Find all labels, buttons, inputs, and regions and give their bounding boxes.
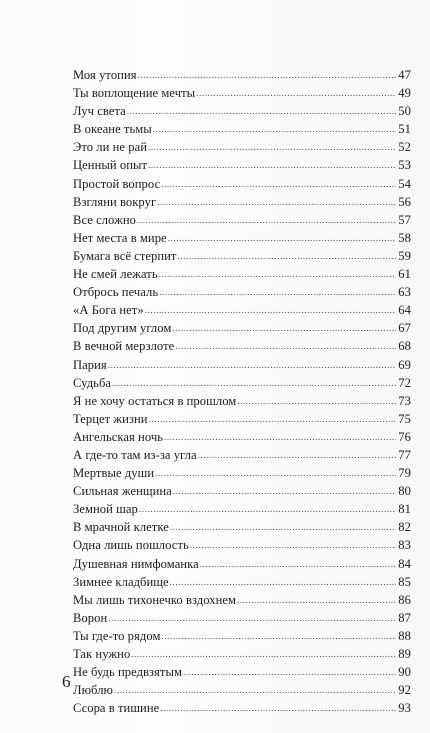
toc-entry-title: Под другим углом	[73, 321, 172, 336]
toc-entry	[73, 102, 411, 120]
toc-entry-title: Люблю	[73, 683, 113, 698]
toc-entry-page: 68	[398, 339, 411, 354]
dot-leader	[157, 193, 396, 211]
toc-entry-title: Ценный опыт	[73, 158, 148, 173]
toc-entry-page: 63	[398, 285, 411, 300]
dot-leader	[138, 66, 396, 84]
toc-entry-page: 64	[398, 303, 411, 318]
dot-leader	[114, 681, 396, 699]
dot-leader	[160, 699, 396, 717]
toc-entry-page: 67	[398, 321, 411, 336]
toc-entry	[73, 627, 411, 645]
toc-entry-title: А где-то там из-за угла	[73, 447, 197, 462]
dot-leader	[153, 120, 396, 138]
toc-entry	[73, 536, 411, 554]
toc-entry-title: Все сложно	[73, 212, 136, 227]
dot-leader	[183, 663, 396, 681]
toc-entry-title: Я не хочу остаться в прошлом	[73, 393, 237, 408]
dot-leader	[175, 337, 396, 355]
dot-leader	[127, 102, 396, 120]
toc-entry	[73, 464, 411, 482]
dot-leader	[237, 392, 396, 410]
toc-entry-title: Нет места в мире	[73, 230, 167, 245]
toc-entry-page: 81	[398, 502, 411, 517]
toc-entry-title: Моя утопия	[73, 68, 137, 82]
dot-leader	[145, 301, 396, 319]
toc-entry-page: 69	[398, 357, 411, 372]
toc-entry-page: 89	[398, 647, 411, 661]
toc-entry-page: 82	[398, 520, 411, 535]
toc-entry	[73, 374, 411, 392]
dot-leader	[112, 374, 396, 392]
dot-leader	[198, 446, 396, 464]
toc-entry	[73, 663, 411, 681]
dot-leader	[178, 247, 397, 265]
toc-entry-page: 49	[398, 86, 411, 101]
toc-entry-title: В вечной мерзлоте	[73, 339, 175, 354]
toc-entry-page: 87	[398, 610, 411, 625]
toc-entry	[73, 193, 411, 211]
toc-entry-page: 56	[398, 194, 411, 209]
toc-entry-title: Ангельская ночь	[73, 429, 164, 444]
dot-leader	[190, 536, 396, 554]
toc-entry-page: 58	[398, 230, 411, 245]
toc-entry-title: Ссора в тишине	[73, 701, 160, 716]
toc-entry	[73, 482, 411, 500]
toc-entry-title: Пария	[73, 357, 107, 372]
toc-entry	[73, 609, 411, 627]
toc-entry-page: 93	[398, 701, 411, 716]
toc-entry-title: Это ли не рай	[73, 140, 148, 155]
toc-entry-page: 83	[398, 538, 411, 553]
dot-leader	[237, 591, 396, 609]
dot-leader	[168, 229, 396, 247]
toc-entry-title: Ворон	[73, 610, 108, 625]
dot-leader	[161, 175, 396, 193]
toc-entry-page: 90	[398, 665, 411, 680]
toc-entry-page: 61	[398, 267, 411, 282]
toc-entry	[73, 555, 411, 573]
toc-entry	[73, 66, 411, 84]
toc-entry	[73, 428, 411, 446]
toc-entry-page: 75	[398, 411, 411, 426]
toc-entry-page: 73	[398, 393, 411, 408]
toc-entry-title: Не смей лежать	[73, 267, 158, 282]
toc-entry-title: Одна лишь пошлость	[73, 538, 189, 553]
toc-entry	[73, 301, 411, 319]
dot-leader	[149, 410, 396, 428]
toc-entry	[73, 591, 411, 609]
toc-entry	[73, 283, 411, 301]
toc-entry-page: 84	[398, 556, 411, 571]
dot-leader	[148, 156, 396, 174]
dot-leader	[170, 518, 396, 536]
toc-entry-title: Мертвые души	[73, 466, 155, 481]
toc-entry-title: Взгляни вокруг	[73, 194, 157, 209]
toc-entry-page: 86	[398, 592, 411, 607]
toc-entry-title: Ты где-то рядом	[73, 628, 161, 643]
page-number: 6	[62, 672, 71, 691]
dot-leader	[131, 645, 396, 663]
toc-entry	[73, 699, 411, 717]
toc-entry	[73, 392, 411, 410]
toc-entry	[73, 265, 411, 283]
toc-entry-title: Земной шар	[73, 502, 138, 517]
toc-entry-title: «А Бога нет»	[73, 303, 144, 318]
toc-entry	[73, 319, 411, 337]
toc-entry	[73, 518, 411, 536]
dot-leader	[161, 627, 396, 645]
dot-leader	[172, 319, 396, 337]
toc-entry-page: 80	[398, 484, 411, 499]
toc-entry	[73, 156, 411, 174]
toc-entry	[73, 573, 411, 591]
toc-entry	[73, 175, 411, 193]
dot-leader	[200, 555, 396, 573]
toc-entry-title: Душевная нимфоманка	[73, 556, 199, 571]
toc-entry	[73, 337, 411, 355]
toc-entry-page: 52	[398, 140, 411, 155]
toc-entry-page: 57	[398, 212, 411, 227]
toc-entry-title: Не будь предвзятым	[73, 665, 182, 680]
toc-entry-page: 85	[398, 574, 411, 589]
toc-entry-page: 92	[398, 683, 411, 698]
toc-entry-title: В мрачной клетке	[73, 520, 169, 535]
toc-entry	[73, 138, 411, 156]
toc-entry	[73, 211, 411, 229]
toc-entry	[73, 446, 411, 464]
toc-entry	[73, 356, 411, 374]
toc-entry-page: 79	[398, 466, 411, 481]
toc-entry	[73, 120, 411, 138]
toc-entry	[73, 410, 411, 428]
toc-entry-title: Так нужно	[73, 647, 131, 661]
toc-entry-title: Луч света	[73, 104, 126, 119]
dot-leader	[170, 573, 396, 591]
dot-leader	[137, 211, 396, 229]
table-of-contents	[73, 66, 411, 717]
toc-entry-page: 50	[398, 104, 411, 119]
dot-leader	[173, 482, 396, 500]
toc-entry-title: Простой вопрос	[73, 176, 161, 191]
toc-entry	[73, 500, 411, 518]
dot-leader	[164, 428, 396, 446]
toc-entry-title: Терцет жизни	[73, 411, 148, 426]
toc-entry	[73, 645, 411, 663]
toc-entry-title: Судьба	[73, 375, 112, 390]
toc-entry-title: Мы лишь тихонечко вздохнем	[73, 592, 237, 607]
toc-entry-page: 77	[398, 447, 411, 462]
dot-leader	[159, 283, 396, 301]
dot-leader	[108, 609, 396, 627]
toc-entry	[73, 681, 411, 699]
toc-entry-title: Ты воплощение мечты	[73, 86, 196, 101]
toc-entry-page: 53	[398, 158, 411, 173]
toc-entry	[73, 247, 411, 265]
toc-entry	[73, 229, 411, 247]
dot-leader	[108, 356, 396, 374]
toc-entry-page: 54	[398, 176, 411, 191]
dot-leader	[155, 464, 396, 482]
toc-entry-title: Сильная женщина	[73, 484, 172, 499]
toc-entry-page: 47	[398, 68, 411, 82]
toc-entry	[73, 84, 411, 102]
toc-entry-page: 72	[398, 375, 411, 390]
toc-entry-page: 51	[398, 122, 411, 137]
toc-entry-page: 59	[398, 248, 411, 263]
toc-entry-title: Отбрось печаль	[73, 285, 159, 300]
dot-leader	[148, 138, 396, 156]
dot-leader	[159, 265, 396, 283]
toc-entry-title: Зимнее кладбище	[73, 574, 169, 589]
toc-entry-page: 76	[398, 429, 411, 444]
toc-entry-page: 88	[398, 628, 411, 643]
dot-leader	[139, 500, 396, 518]
dot-leader	[196, 84, 396, 102]
toc-entry-title: В океане тьмы	[73, 122, 152, 137]
toc-entry-title: Бумага всё стерпит	[73, 248, 177, 263]
